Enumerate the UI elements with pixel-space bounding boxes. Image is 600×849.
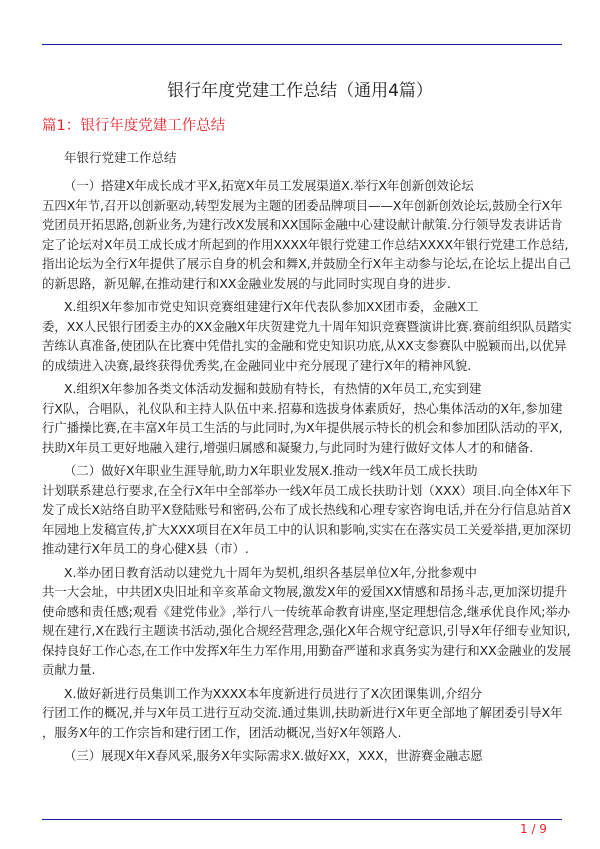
paragraph [42,379,567,457]
paragraph-line: X.组织X年参加市党史知识竞赛组建建行X年代表队参加XX团市委，金融X工 [64,299,479,314]
section-subtitle: 年银行党建工作总结 [64,150,177,165]
paragraph-line: ，服务X年的工作宗旨和建行团工作，团活动概况,当好X年领路人. [42,724,402,740]
paragraph-line: 指出论坛为全行X年提供了展示自身的机会和舞X,并鼓励全行X年主动参与论坛,在论坛上提出自己 [42,256,571,271]
paragraph-line: 发了成长X站络自助平X登陆账号和密码,公布了成长热线和心理专家咨询电话,并在分行信息站首X [42,502,571,517]
paragraph-line: （二）做好X年职业生涯导航,助力X年职业发展X.推动一线X年员工成长扶助 [64,463,478,478]
header-rule [42,44,562,45]
paragraph-line: 的成绩进入决赛,最终获得优秀奖,在金融同业中充分展现了建行X年的精神风貌. [42,357,472,373]
paragraph [42,461,572,559]
paragraph [42,563,571,680]
paragraph-line: 五四X年节,召开以创新驱动,转型发展为主题的团委品牌项目——X年创新创效论坛,鼓励全行X年 [42,197,563,213]
section-heading: 篇1：银行年度党建工作总结 [42,118,226,134]
document-title: 银行年度党建工作总结（通用4篇） [167,81,433,101]
paragraph-line: 年园地上发稿宣传,扩大XXX项目在X年员工中的认识和影响,实实在在落实员工关爱举措,更加深切 [42,521,572,537]
paragraph [42,746,567,766]
paragraph-line: 扶助X年员工更好地融入建行,增强归属感和凝聚力,与此同时为建行做好文体人才的和储备. [42,439,534,455]
paragraph-line: 苦练认真准备,使团队在比赛中凭借扎实的金融和党史知识功底,从XX支参赛队中脱颖而出,以优异 [42,338,567,353]
document-body [42,176,572,770]
paragraph-line: 使命感和责任感;观看《建党伟业》,举行八一传统革命教育讲座,坚定理想信念,继承优良作风;举办 [42,603,571,619]
paragraph-line: 保持良好工作心态,在工作中发挥X年生力军作用,用勤奋严谨和求真务实为建行和XX金融业的发展 [42,642,571,658]
footer-rule [42,819,562,820]
paragraph-line: 共一大会址，中共团X央旧址和辛亥革命文物展,激发X年的爱国XX情感和昂扬斗志,更加深切提升 [42,584,568,599]
paragraph-line: X.举办团日教育活动以建党九十周年为契机,组织各基层单位X年,分批参观中 [64,564,477,580]
paragraph-line: 行广播操比赛,在丰富X年员工生活的与此同时,为X年提供展示特长的机会和参加团队活动的平X, [42,420,563,435]
paragraph-line: 的新思路，新见解,在推动建行和XX金融业发展的与此同时实现自身的进步. [42,275,451,291]
paragraph [42,297,572,375]
paragraph-line: 推动建行X年员工的身心健X县（市）. [42,541,249,556]
paragraph-line: 计划联系建总行要求,在全行X年中全部举办一线X年员工成长扶助计划（XXX）项目.向全体X年下 [42,482,572,498]
paragraph-line: 行团工作的概况,并与X年员工进行互动交流.通过集训,扶助新进行X年更全部地了解团委引导X年 [42,705,563,720]
paragraph-line: 党团员开拓思路,创新业务,为建行改X发展和XX国际金融中心建设献计献策.分行领导发表讲话肯 [42,217,563,232]
page-number: 1 / 9 [520,822,547,836]
paragraph-line: （三）展现X年X春风采,服务X年实际需求X.做好XX，XXX，世游赛金融志愿 [64,748,483,763]
paragraph [42,176,571,293]
paragraph-line: （一）搭建X年成长成才平X,拓宽X年员工发展渠道X.举行X年创新创效论坛 [64,178,474,193]
paragraph-line: 规在建行,X在践行主题读书活动,强化合规经营理念,强化X年合规守纪意识,引导X年仔细专业知识, [42,623,571,638]
paragraph-line: 贡献力量. [42,662,96,677]
paragraph [42,684,567,743]
paragraph-line: X.做好新进行员集训工作为XXXX本年度新进行员进行了X次团课集训,介绍分 [64,685,483,701]
paragraph-line: 行X队，合唱队，礼仪队和主持人队伍中来.招募和选拔身体素质好，热心集体活动的X年,参加建 [42,400,563,416]
paragraph-line: 委，XX人民银行团委主办的XX金融X年庆贺建党九十周年知识竞赛暨演讲比赛.赛前组织队员踏实 [42,318,572,334]
paragraph-line: X.组织X年参加各类文体活动发掘和鼓励有特长，有热情的X年员工,充实到建 [64,381,482,396]
paragraph-line: 定了论坛对X年员工成长成才所起到的作用XXXX年银行党建工作总结XXXX年银行党建工作总结, [42,236,569,252]
